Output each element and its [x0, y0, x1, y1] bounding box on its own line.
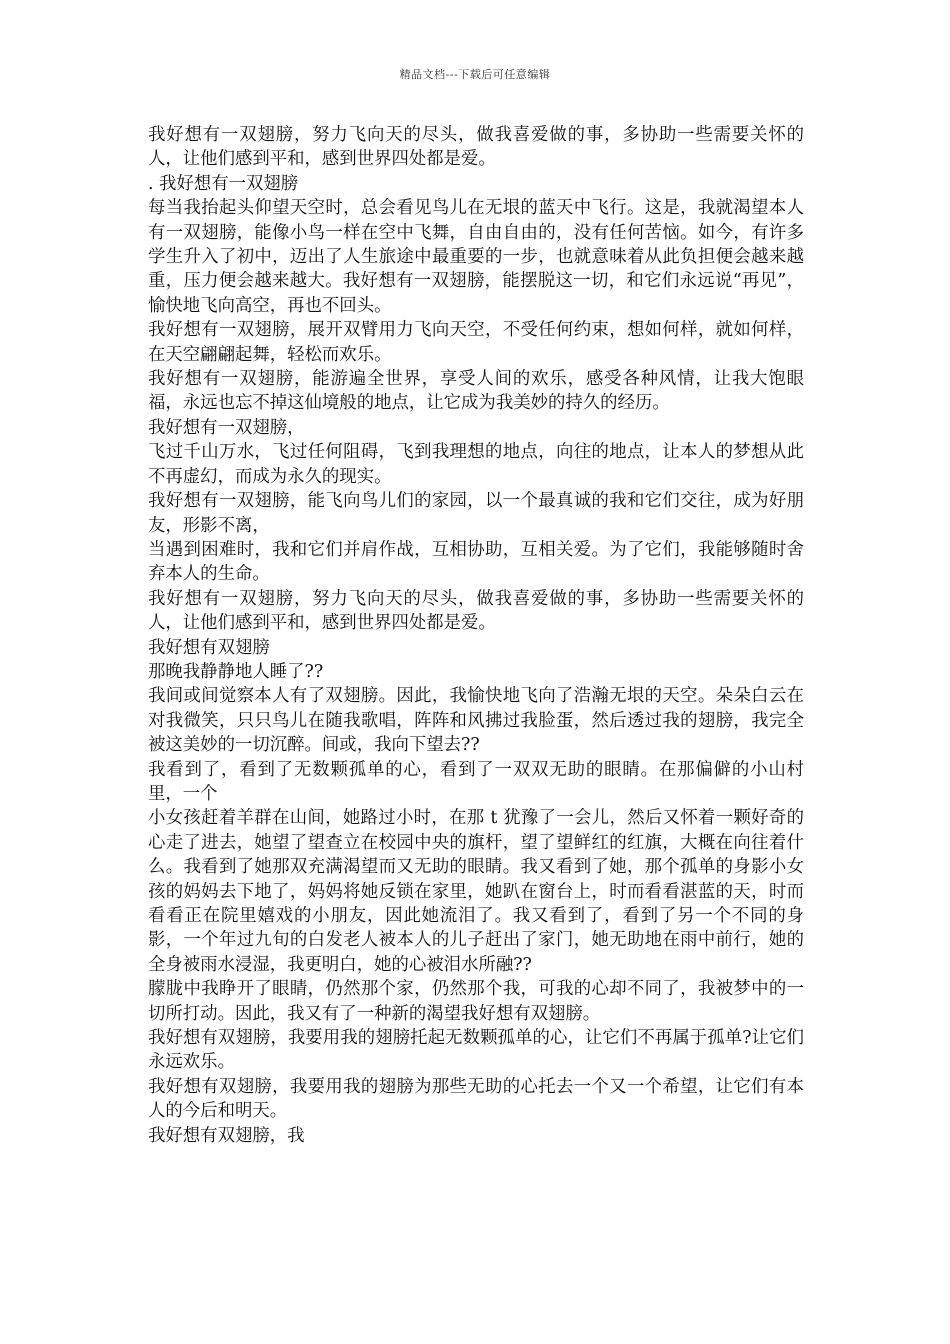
paragraph: 我好想有一双翅膀，能飞向鸟儿们的家园，以一个最真诚的我和它们交往，成为好朋友，形影不离，: [148, 491, 804, 536]
paragraph: 我好想有一双翅膀，努力飞向天的尽头，做我喜爱做的事，多协助一些需要关怀的人，让他们感到平和，感到世界四处都是爱。: [148, 588, 804, 634]
paragraph: 那晚我静静地人睡了??: [148, 661, 324, 682]
paragraph: 我好想有双翅膀，我要用我的翅膀为那些无助的心托去一个又一个希望，让它们有本人的今后和明天。: [148, 1076, 804, 1122]
paragraph: 飞过千山万水，飞过任何阻碍，飞到我理想的地点，向往的地点，让本人的梦想从此不再虚幻，而成为永久的现实。: [148, 442, 804, 487]
document-body: [148, 123, 804, 1148]
paragraph: 当遇到困难时，我和它们并肩作战，互相协助，互相关爱。为了它们，我能够随时舍弃本人的生命。: [148, 539, 804, 585]
paragraph: 朦胧中我睁开了眼睛，仍然那个家，仍然那个我，可我的心却不同了，我被梦中的一切所打动。因此，我又有了一种新的渴望我好想有双翅膀。: [148, 979, 804, 1024]
paragraph: 我好想有一双翅膀，努力飞向天的尽头，做我喜爱做的事，多协助一些需要关怀的人，让他们感到平和，感到世界四处都是爱。: [148, 125, 804, 170]
paragraph: 我间或间觉察本人有了双翅膀。因此，我愉快地飞向了浩瀚无垠的天空。朵朵白云在对我微笑，只只鸟儿在随我歌唱，阵阵和风拂过我脸蛋，然后透过我的翅膀，我完全被这美妙的一切沉醉。间或，我向下望去??: [148, 686, 804, 756]
paragraph: 我好想有一双翅膀，: [148, 417, 305, 438]
paragraph: 我好想有双翅膀，我要用我的翅膀托起无数颗孤单的心，让它们不再属于孤单?让它们永远欢乐。: [148, 1028, 804, 1073]
paragraph: 每当我抬起头仰望天空时，总会看见鸟儿在无垠的蓝天中飞行。这是，我就渴望本人有一双翅膀，能像小鸟一样在空中飞舞，自由自由的，没有任何苦恼。如今，有许多学生升入了初中，迈出了人生旅途中最重要的一步，也就意味着从此负担便会越来越重，压力便会越来越大。我好想有一双翅膀，能摆脱这一切，和它们永远说“再见”，愉快地飞向高空，再也不回头。: [148, 198, 804, 316]
paragraph: 我看到了，看到了无数颗孤单的心，看到了一双双无助的眼睛。在那偏僻的小山村里，一个: [148, 759, 804, 804]
paragraph: 小女孩赶着羊群在山间，她路过小时，在那 t 犹豫了一会儿，然后又怀着一颗好奇的心走了进去，她望了望查立在校园中央的旗杆，望了望鲜红的红旗，大概在向往着什么。我看到了她那双充满渴望而又无助的眼睛。我又看到了她，那个孤单的身影小女孩的妈妈去下地了，妈妈将她反锁在家里，她趴在窗台上，时而看看湛蓝的天，时而看看正在院里嬉戏的小朋友，因此她流泪了。我又看到了，看到了另一个不同的身影，一个年过九旬的白发老人被本人的儿子赶出了家门，她无助地在雨中前行，她的全身被雨水浸湿，我更明白，她的心被泪水所融??: [148, 808, 804, 975]
paragraph: 我好想有一双翅膀，展开双臂用力飞向天空，不受任何约束，想如何样，就如何样，在天空翩翩起舞，轻松而欢乐。: [148, 320, 804, 365]
section-title: 我好想有双翅膀: [148, 637, 270, 658]
paragraph: 我好想有一双翅膀，能游遍全世界，享受人间的欢乐，感受各种风情，让我大饱眼福，永远也忘不掉这仙境般的地点，让它成为我美妙的持久的经历。: [148, 369, 804, 414]
page-header: 精品文档---下载后可任意编辑: [399, 68, 551, 81]
section-title: . 我好想有一双翅膀: [148, 173, 299, 194]
paragraph: 我好想有双翅膀，我: [148, 1125, 305, 1146]
